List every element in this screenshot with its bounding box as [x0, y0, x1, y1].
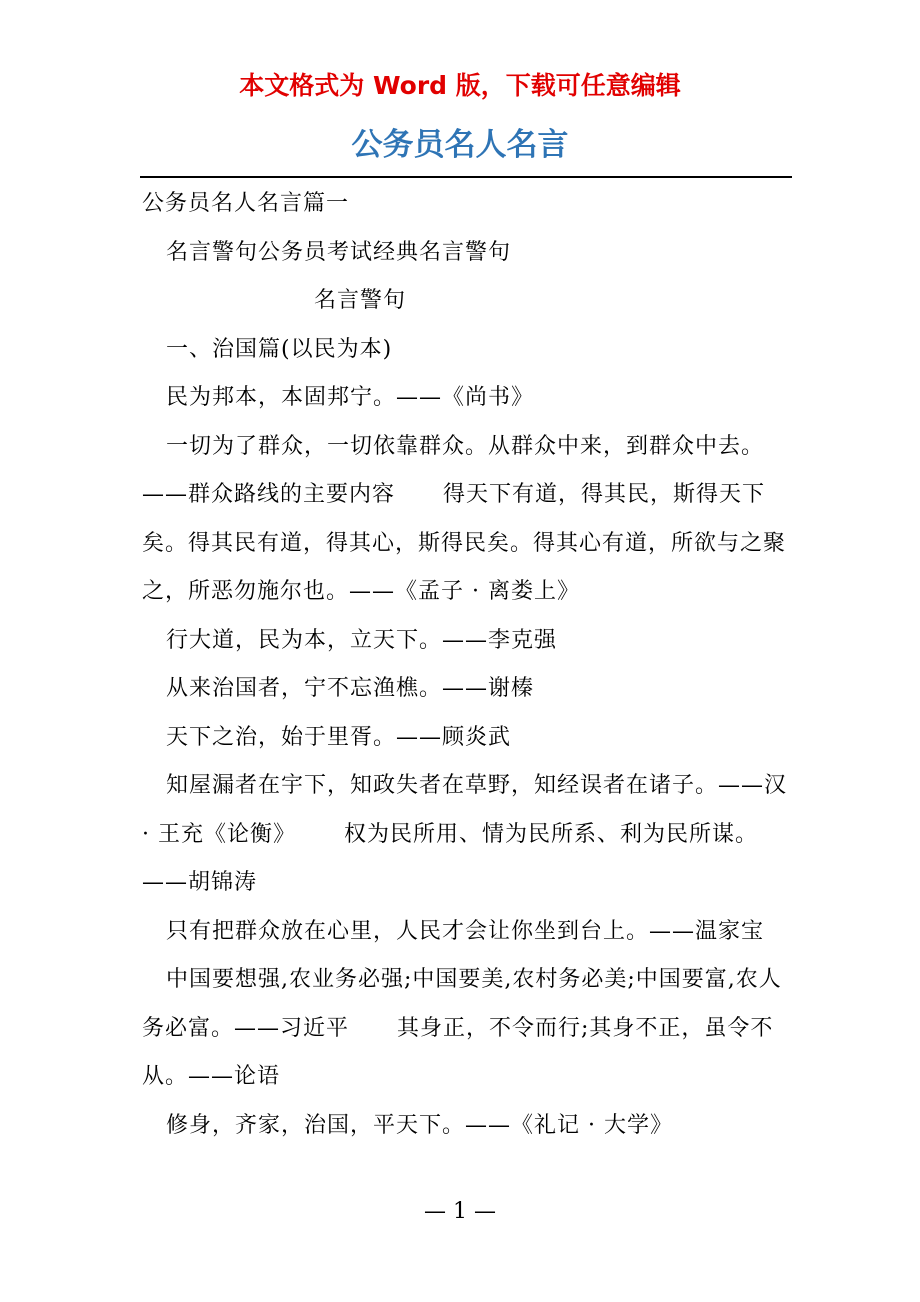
chapter-heading: 一、治国篇(以民为本)	[166, 336, 393, 362]
editable-notice: 本文格式为 Word 版，下载可任意编辑	[239, 71, 681, 100]
quote-text: 其身正，不令而行;其身不正，虽令不从。——论语	[142, 1015, 774, 1089]
quote-text: 得天下有道，得其民，斯得天下矣。得其民有道，得其心，斯得民矣。得其心有道，所欲与之聚之，所恶勿施尔也。——《孟子 · 离娄上》	[142, 482, 787, 604]
title-divider	[140, 176, 792, 178]
quote-paragraph	[142, 762, 792, 908]
quote-paragraph	[142, 423, 792, 617]
quote-paragraph	[142, 956, 792, 1102]
section-title: 公务员名人名言篇一	[142, 191, 350, 216]
quote-paragraph: 修身，齐家，治国，平天下。——《礼记 · 大学》	[166, 1112, 673, 1138]
quote-paragraph: 行大道，民为本，立天下。——李克强	[166, 627, 558, 653]
quote-text: 中国要想强,农业务必强;中国要美,农村务必美;中国要富,农人务必富。——习近平	[142, 967, 782, 1041]
document-title: 公务员名人名言	[351, 127, 569, 163]
quote-paragraph: 只有把群众放在心里，人民才会让你坐到台上。——温家宝	[166, 918, 765, 944]
quote-paragraph: 从来治国者，宁不忘渔樵。——谢榛	[166, 676, 535, 701]
quote-text: 一切为了群众，一切依靠群众。从群众中来，到群众中去。——群众路线的主要内容	[142, 433, 765, 507]
subtitle: 名言警句公务员考试经典名言警句	[166, 239, 512, 265]
quote-text: 权为民所用、情为民所系、利为民所谋。——胡锦涛	[142, 821, 759, 895]
quote-paragraph: 民为邦本，本固邦宁。——《尚书》	[166, 385, 535, 410]
quote-text: 知屋漏者在宇下，知政失者在草野，知经误者在诸子。——汉 · 王充《论衡》	[142, 773, 788, 847]
quote-paragraph: 天下之治，始于里胥。——顾炎武	[166, 724, 512, 750]
heading: 名言警句	[314, 288, 407, 313]
page-number: — 1 —	[424, 1199, 496, 1224]
document-body	[142, 180, 792, 1150]
